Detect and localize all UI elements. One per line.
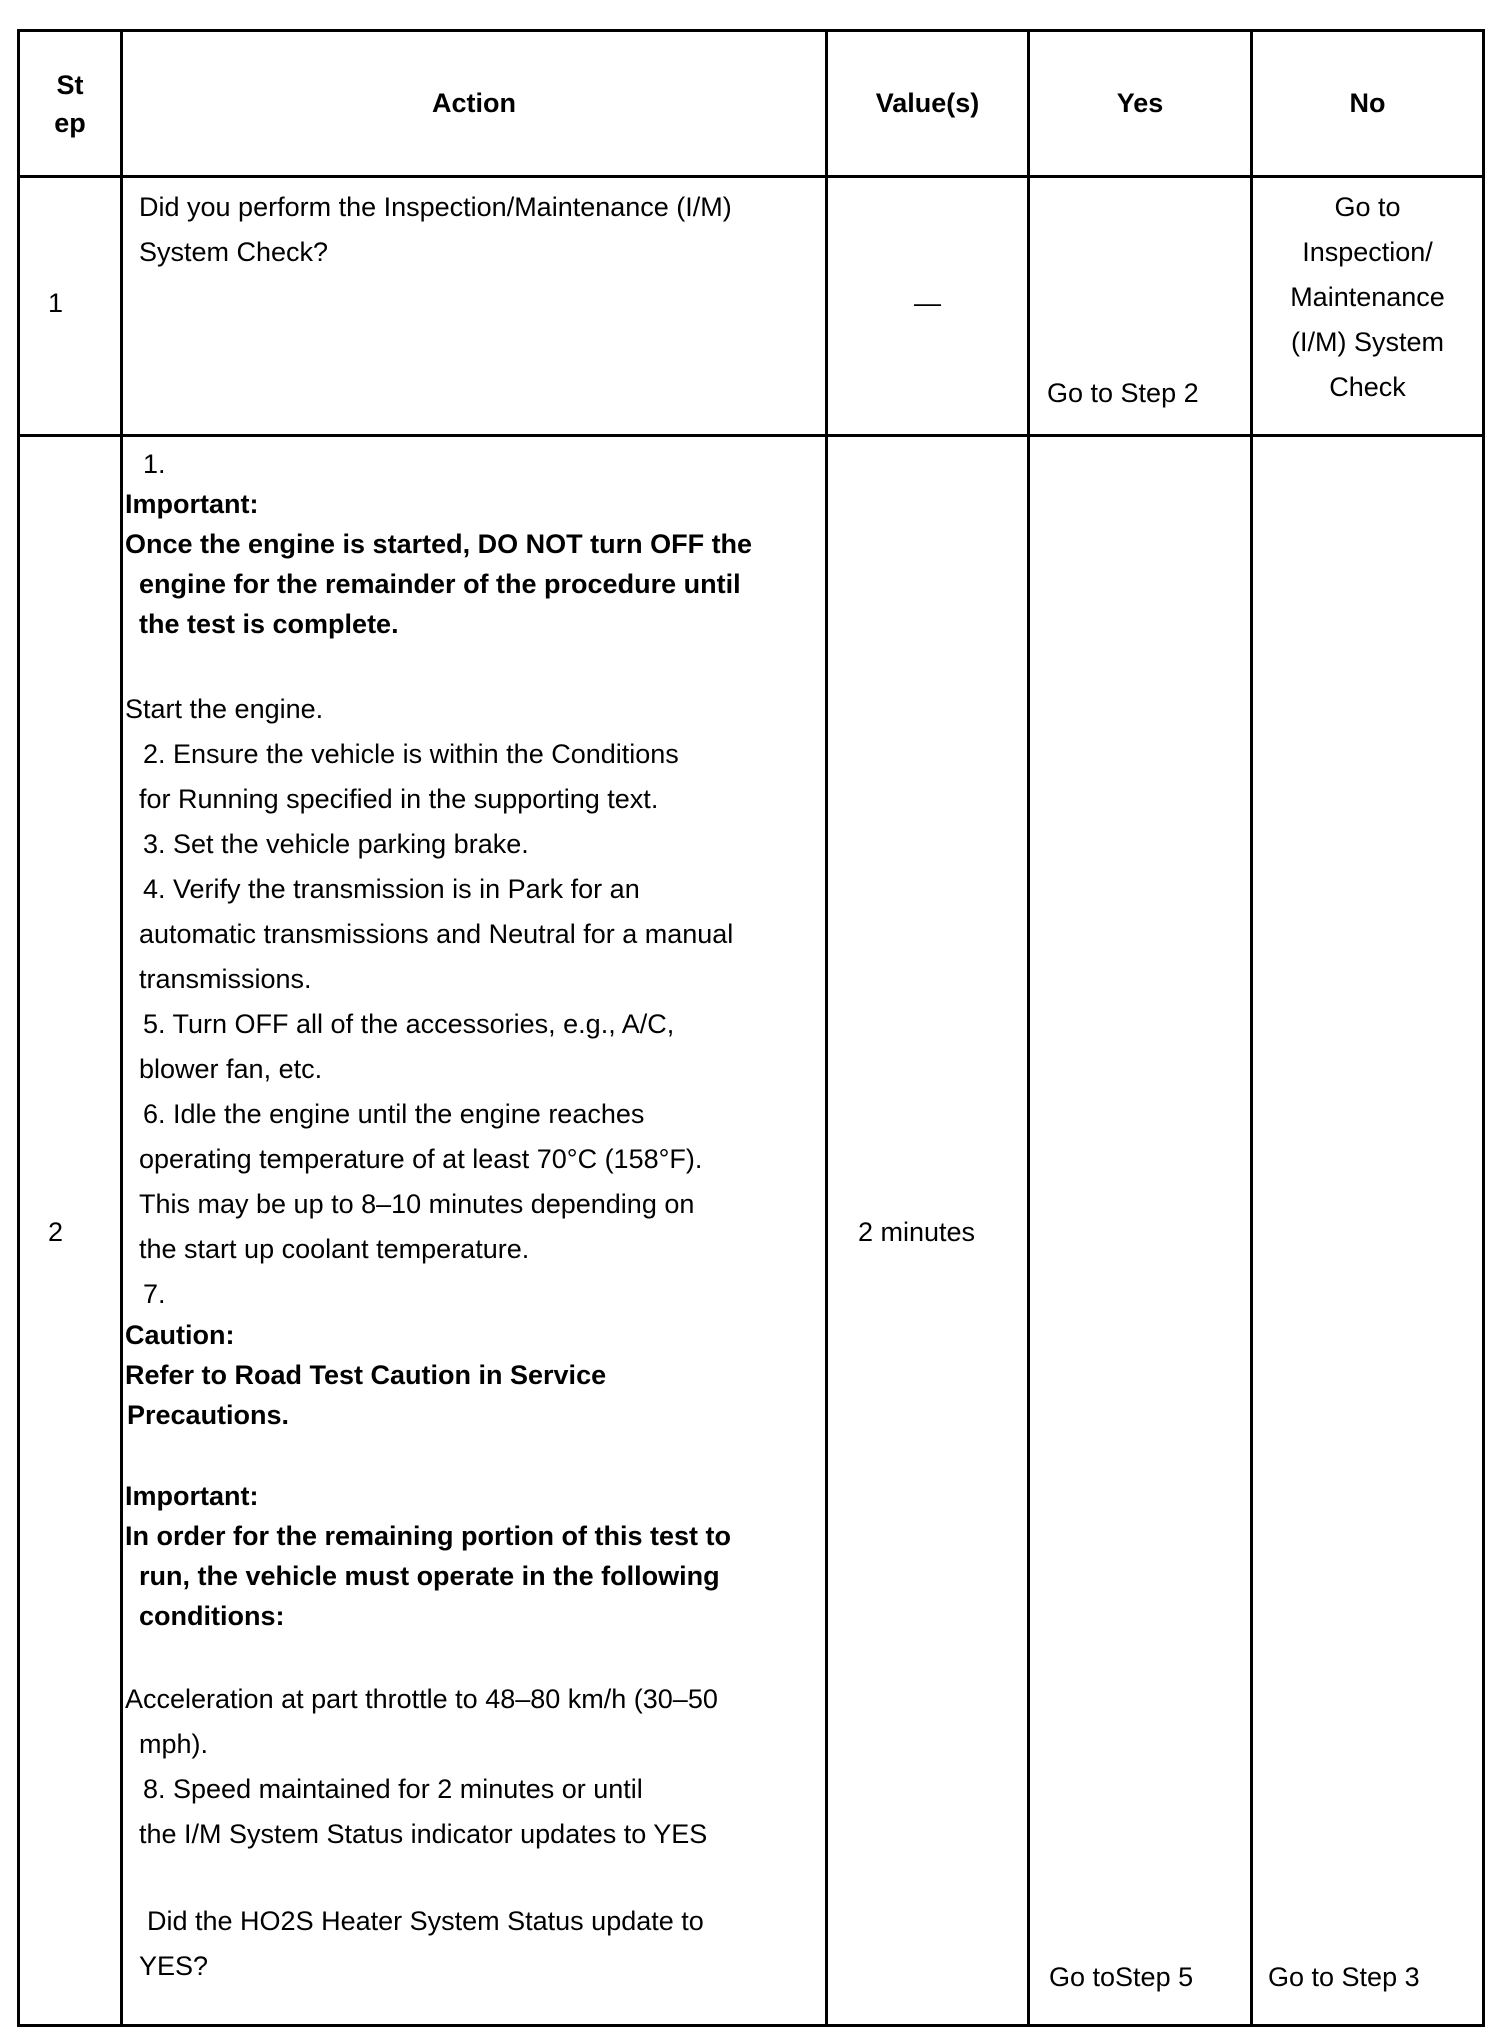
list-item: 2. Ensure the vehicle is within the Conditions <box>143 739 679 769</box>
list-item: automatic transmissions and Neutral for a manual <box>139 919 734 949</box>
list-item: operating temperature of at least 70°C (158°F). <box>139 1144 703 1174</box>
value-text: 2 minutes <box>858 1217 976 1247</box>
value-text: — <box>914 288 941 318</box>
no-link-line[interactable]: Inspection/ <box>1302 237 1433 267</box>
header-yes <box>1029 31 1252 177</box>
step-number: 2 <box>48 1217 64 1247</box>
action-text-line: Did you perform the Inspection/Maintenance (I/M) <box>139 192 732 222</box>
header-values <box>827 31 1029 177</box>
header-no-text: No <box>1349 88 1386 118</box>
row1-step-cell <box>19 177 122 436</box>
no-link-line[interactable]: Maintenance <box>1290 282 1445 312</box>
important-text-line: conditions: <box>139 1601 285 1631</box>
header-step <box>19 31 122 177</box>
caution-heading: Caution: <box>125 1320 235 1350</box>
header-action <box>122 31 827 177</box>
list-item: 8. Speed maintained for 2 minutes or until <box>143 1774 643 1804</box>
important-text-line: the test is complete. <box>139 609 399 639</box>
list-item: 6. Idle the engine until the engine reaches <box>143 1099 645 1129</box>
row1-value-cell <box>827 177 1029 436</box>
header-action-text: Action <box>432 88 516 118</box>
list-item-text: Start the engine. <box>125 694 324 724</box>
list-number: 7. <box>143 1279 166 1309</box>
important-text-line: run, the vehicle must operate in the following <box>139 1561 720 1591</box>
no-link-line[interactable]: Check <box>1329 372 1406 402</box>
list-item: the I/M System Status indicator updates to YES <box>139 1819 708 1849</box>
row1-yes-cell <box>1029 177 1252 436</box>
row1-action-cell <box>122 177 827 436</box>
table-row <box>19 436 1484 2026</box>
row2-no-cell <box>1252 436 1484 2026</box>
row2-value-cell <box>827 436 1029 2026</box>
list-item-text: Acceleration at part throttle to 48–80 km/h (30–50 <box>125 1684 718 1714</box>
question-line: Did the HO2S Heater System Status update to <box>147 1906 704 1936</box>
list-item: This may be up to 8–10 minutes depending on <box>139 1189 695 1219</box>
list-item: 5. Turn OFF all of the accessories, e.g., A/C, <box>143 1009 675 1039</box>
yes-link[interactable]: Go to Step 2 <box>1047 378 1199 408</box>
important-heading: Important: <box>125 489 259 519</box>
important-text-line: engine for the remainder of the procedure until <box>139 569 741 599</box>
row2-yes-cell <box>1029 436 1252 2026</box>
header-values-text: Value(s) <box>875 88 980 118</box>
important-text-line: In order for the remaining portion of this test to <box>125 1521 731 1551</box>
step-number: 1 <box>48 288 64 318</box>
header-row <box>19 31 1484 177</box>
list-item: blower fan, etc. <box>139 1054 323 1084</box>
list-item: for Running specified in the supporting text. <box>139 784 659 814</box>
caution-text-line: Refer to Road Test Caution in Service <box>125 1360 607 1390</box>
table-row <box>19 177 1484 436</box>
yes-link[interactable]: Go toStep 5 <box>1049 1962 1194 1992</box>
header-step-text: St ep <box>54 69 86 138</box>
no-link[interactable]: Go to Step 3 <box>1268 1962 1420 1992</box>
important-heading: Important: <box>125 1481 259 1511</box>
list-item: 3. Set the vehicle parking brake. <box>143 829 529 859</box>
list-number: 1. <box>143 449 166 479</box>
header-no <box>1252 31 1484 177</box>
row1-no-cell <box>1252 177 1484 436</box>
list-item-text: mph). <box>139 1729 209 1759</box>
important-text-line: Once the engine is started, DO NOT turn OFF the <box>125 529 753 559</box>
diagnostic-table <box>17 29 1485 2027</box>
list-item: 4. Verify the transmission is in Park for an <box>143 874 640 904</box>
row2-step-cell <box>19 436 122 2026</box>
no-link-line[interactable]: Go to <box>1334 192 1401 222</box>
no-link-line[interactable]: (I/M) System <box>1291 327 1444 357</box>
row2-action-cell <box>122 436 827 2026</box>
header-yes-text: Yes <box>1116 88 1164 118</box>
list-item: transmissions. <box>139 964 312 994</box>
question-line: YES? <box>139 1951 209 1981</box>
list-item: the start up coolant temperature. <box>139 1234 530 1264</box>
action-text-line: System Check? <box>139 237 329 267</box>
caution-text-line: Precautions. <box>127 1400 290 1430</box>
